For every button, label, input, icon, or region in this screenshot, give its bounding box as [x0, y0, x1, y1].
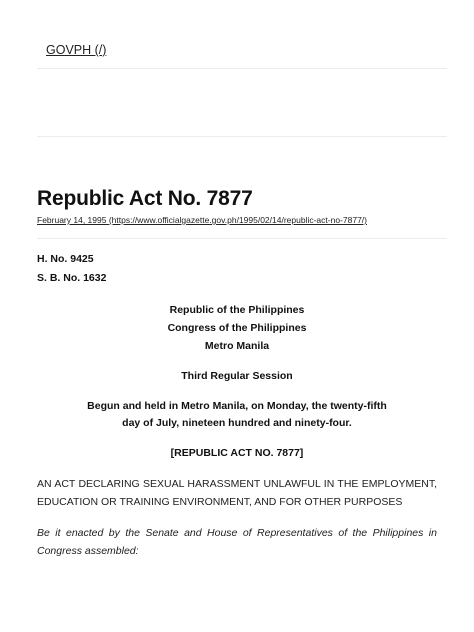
enacting-clause: Be it enacted by the Senate and House of Representatives of the Philippines in Congress assembled: [37, 527, 437, 557]
act-label: [REPUBLIC ACT NO. 7877] [170, 447, 304, 459]
begun-line-2: day of July, nineteen hundred and ninety-four. [122, 417, 352, 429]
permalink-url: (https://www.officialgazette.gov.ph/1995/02/14/republic-act-no-7877/) [108, 215, 367, 225]
divider [37, 238, 447, 239]
divider [37, 136, 447, 137]
header-congress: Congress of the Philippines [167, 322, 307, 334]
begun-line-1: Begun and held in Metro Manila, on Monday, the twenty-fifth [87, 400, 387, 412]
session-label: Third Regular Session [181, 370, 293, 382]
header-location: Metro Manila [204, 340, 270, 352]
date-permalink[interactable] [37, 215, 367, 225]
publish-date: February 14, 1995 [37, 215, 107, 225]
house-bill-number: H. No. 9425 [37, 253, 94, 265]
header-republic: Republic of the Philippines [169, 304, 305, 316]
senate-bill-number: S. B. No. 1632 [37, 272, 107, 284]
page-title: Republic Act No. 7877 [37, 187, 253, 210]
govph-home-link[interactable]: GOVPH (/) [46, 43, 107, 57]
act-title: AN ACT DECLARING SEXUAL HARASSMENT UNLAWFUL IN THE EMPLOYMENT, EDUCATION OR TRAINING ENVIRONMENT, AND FOR OTHER PURPOSES [37, 478, 437, 508]
divider [37, 68, 447, 69]
